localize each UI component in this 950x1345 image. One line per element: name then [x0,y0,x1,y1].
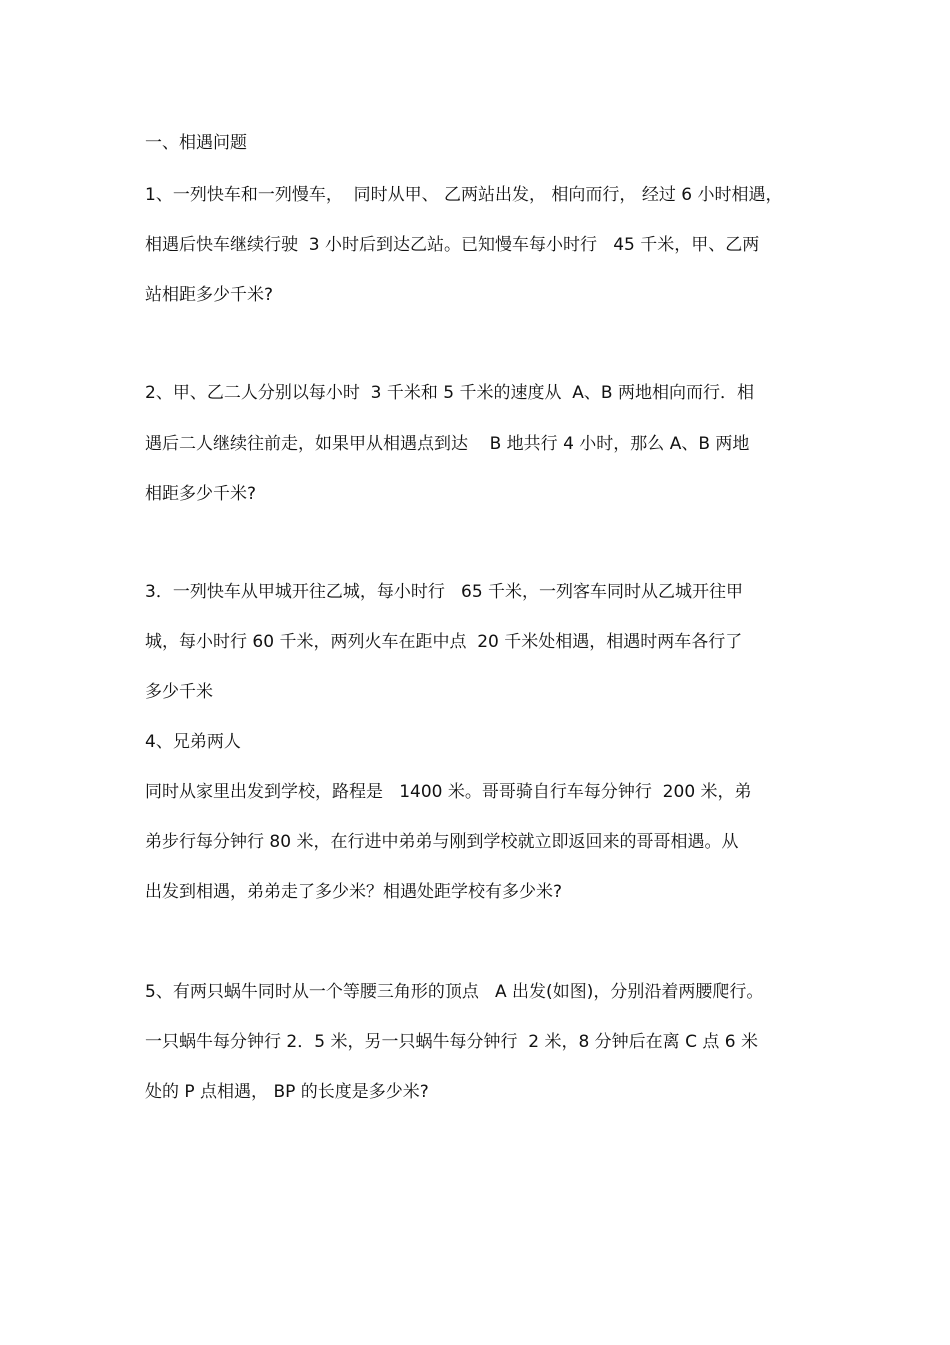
problem-4-line-4: 出发到相遇，弟弟走了多少米？相遇处距学校有多少米? [145,882,563,902]
problem-3-line-3: 多少千米 [145,682,213,702]
problem-2-line-1: 2、甲、乙二人分别以每小时 3 千米和 5 千米的速度从 A、B 两地相向而行．相 [145,383,754,403]
problem-3-line-2: 城，每小时行 60 千米，两列火车在距中点 20 千米处相遇，相遇时两车各行了 [145,632,743,652]
problem-1-line-3: 站相距多少千米? [145,285,274,305]
problem-4-line-2: 同时从家里出发到学校，路程是 1400 米。哥哥骑自行车每分钟行 200 米，弟 [145,782,752,802]
problem-4-line-3: 弟步行每分钟行 80 米，在行进中弟弟与刚到学校就立即返回来的哥哥相遇。从 [145,832,739,852]
problem-1-line-2: 相遇后快车继续行驶 3 小时后到达乙站。已知慢车每小时行 45 千米，甲、乙两 [145,235,760,255]
problem-4-line-1: 4、兄弟两人 [145,732,241,752]
problem-3-line-1: 3．一列快车从甲城开往乙城，每小时行 65 千米，一列客车同时从乙城开往甲 [145,582,744,602]
problem-5-line-1: 5、有两只蜗牛同时从一个等腰三角形的顶点 A 出发(如图)，分别沿着两腰爬行。 [145,982,764,1002]
problem-2-line-2: 遇后二人继续往前走，如果甲从相遇点到达 B 地共行 4 小时，那么 A、B 两地 [145,434,750,454]
section-title: 一、相遇问题 [145,133,247,153]
problem-1-line-1: 1、一列快车和一列慢车， 同时从甲、 乙两站出发， 相向而行， 经过 6 小时相遇， [145,185,783,205]
problem-2-line-3: 相距多少千米? [145,484,257,504]
problem-5-line-2: 一只蜗牛每分钟行 2．5 米，另一只蜗牛每分钟行 2 米，8 分钟后在离 C 点 6 米 [145,1032,758,1052]
problem-5-line-3: 处的 P 点相遇， BP 的长度是多少米? [145,1082,429,1102]
